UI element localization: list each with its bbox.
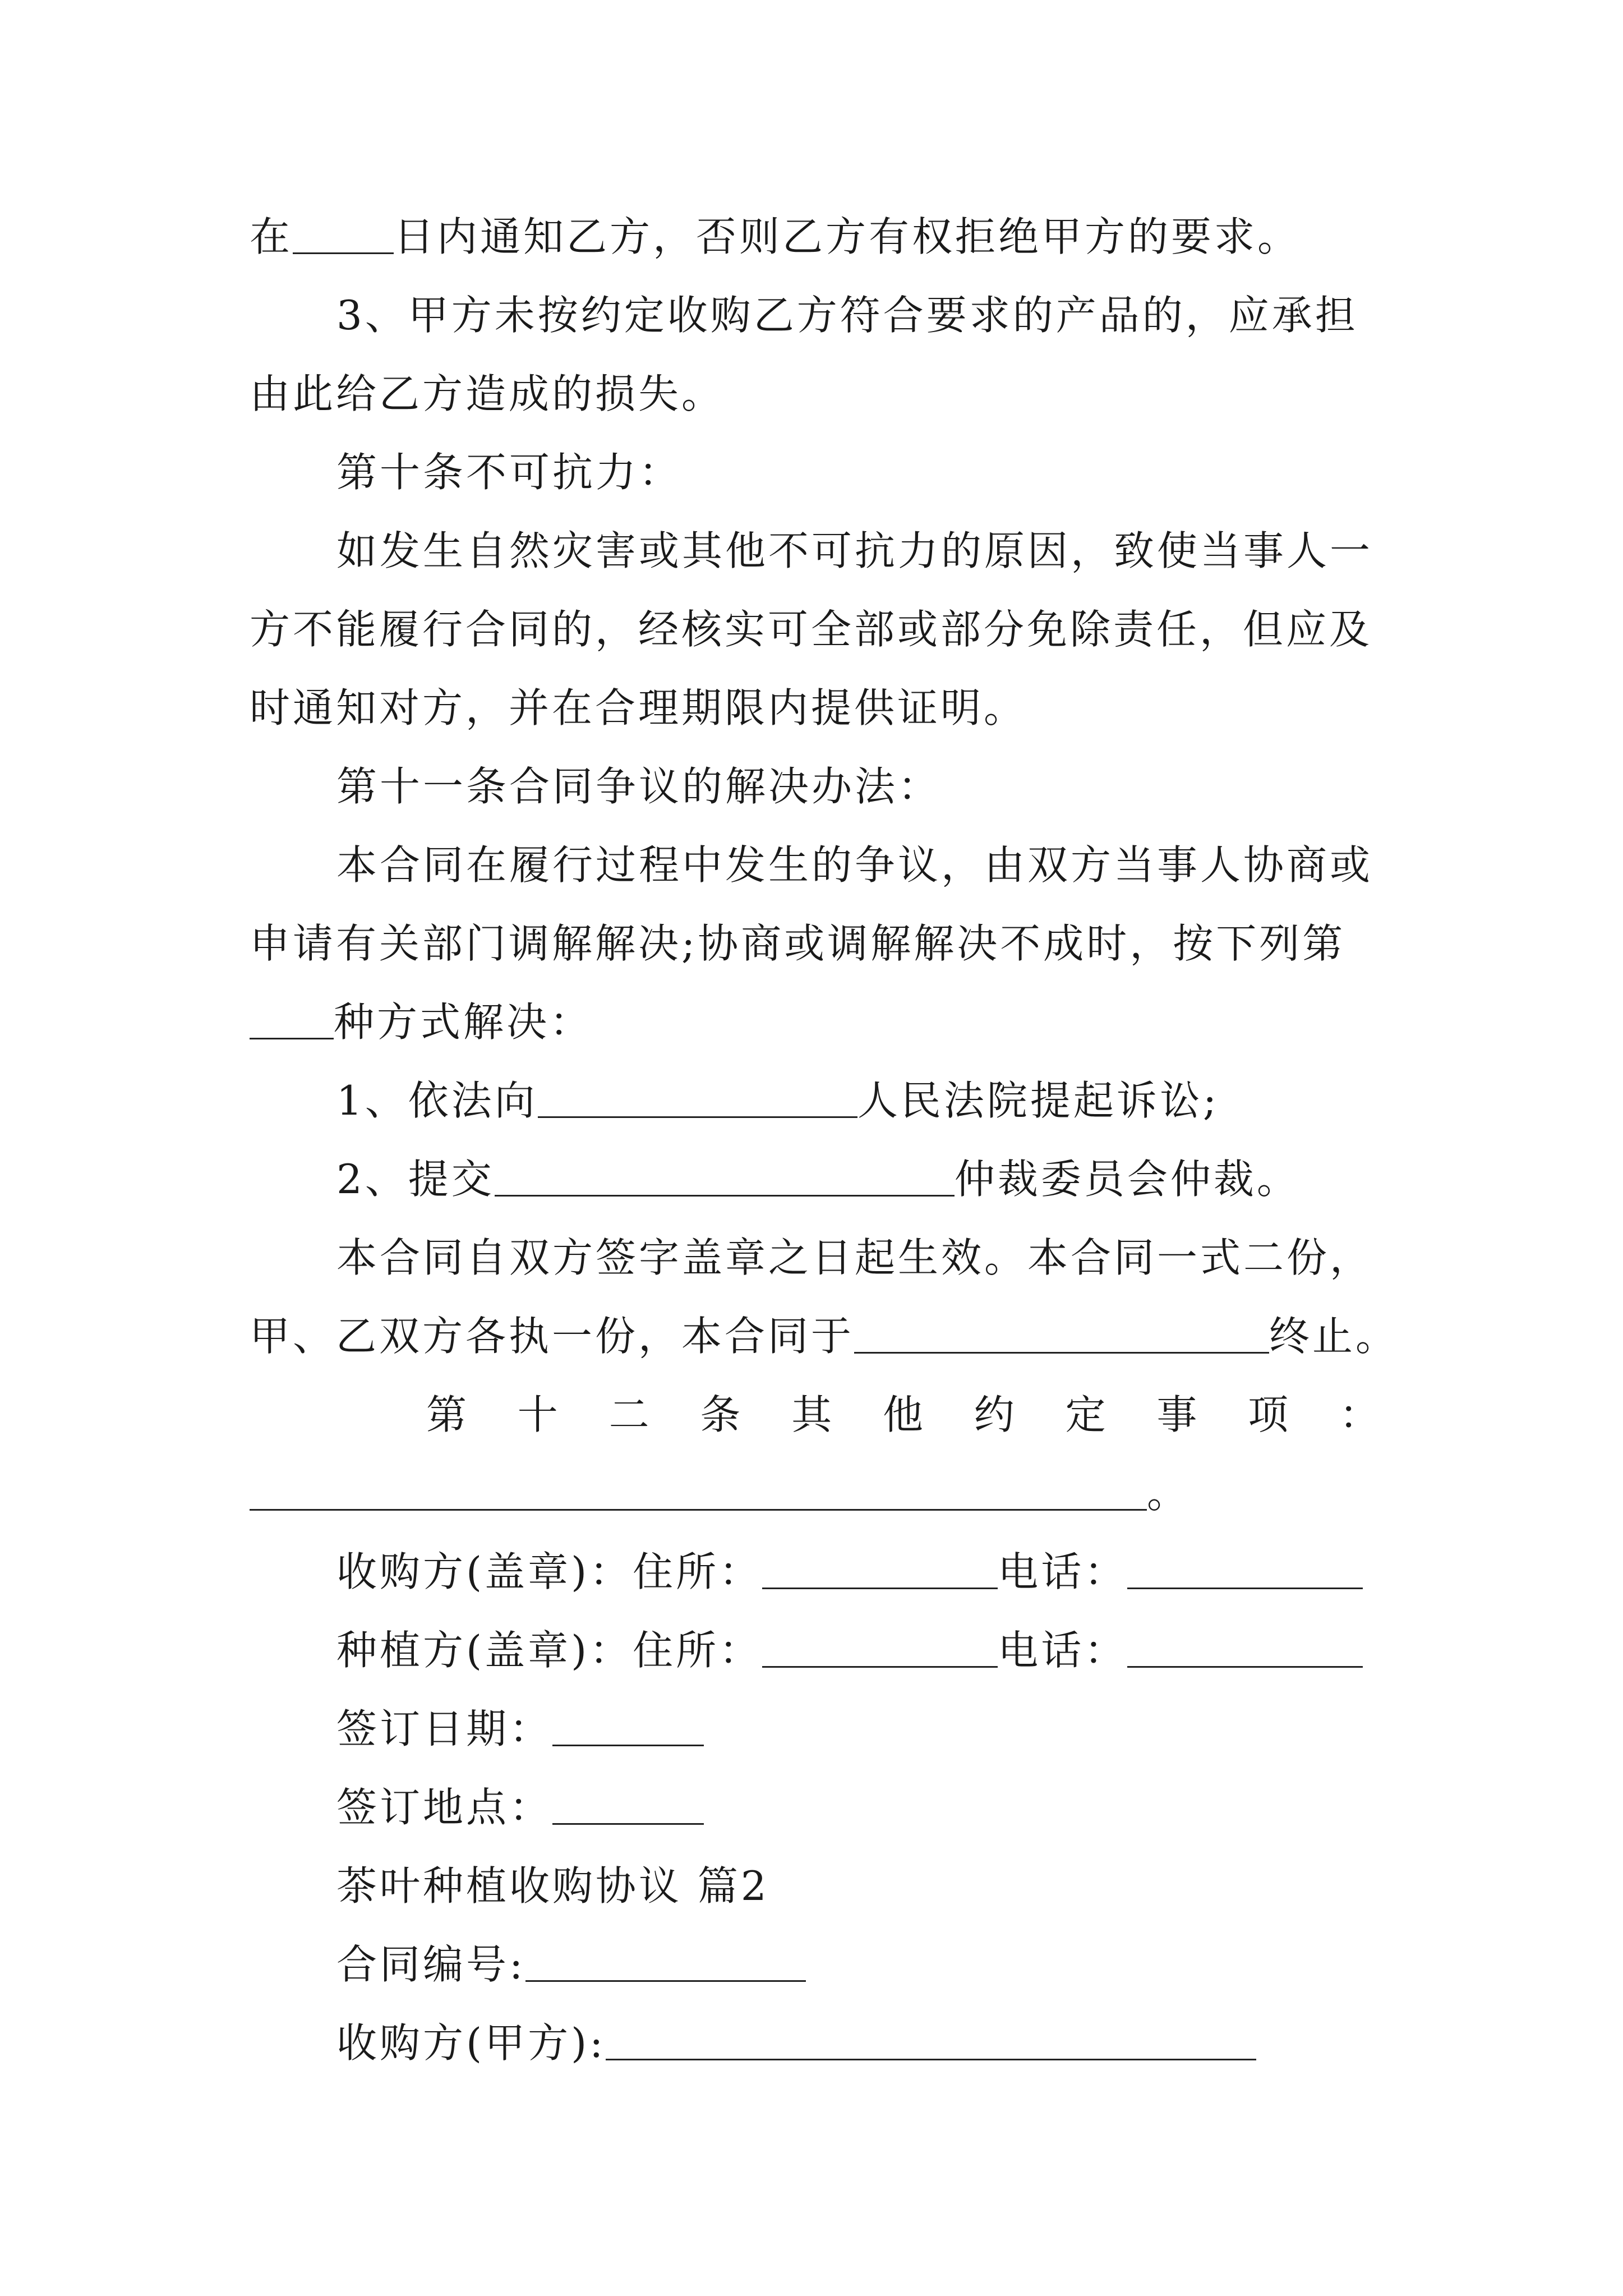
heading-char: 事 xyxy=(1156,1391,1197,1438)
fill-blank xyxy=(250,997,334,1039)
fill-blank xyxy=(1127,1626,1363,1668)
heading-char: 十 xyxy=(517,1391,558,1438)
fill-blank xyxy=(606,2018,1256,2060)
text-line: 本合同自双方签字盖章之日起生效。本合同一式二份， xyxy=(336,1234,1373,1281)
section-heading: 第十一条合同争议的解决办法： xyxy=(336,763,942,810)
fill-blank xyxy=(552,1704,704,1746)
signature-line-grower: 种植方(盖章)：住所： 电话： xyxy=(336,1611,1363,1690)
text-line: 如发生自然灾害或其他不可抗力的原因，致使当事人一 xyxy=(336,527,1373,574)
section-heading: 第十条不可抗力： xyxy=(336,449,683,496)
section-heading xyxy=(426,1375,1380,1454)
fill-blank xyxy=(762,1626,998,1668)
text-line: 种方式解决： xyxy=(250,983,593,1061)
heading-char: 他 xyxy=(882,1391,923,1438)
heading-char: 其 xyxy=(791,1391,832,1438)
fill-blank xyxy=(538,1076,857,1118)
heading-char: 第 xyxy=(426,1391,467,1438)
fill-blank xyxy=(495,1154,955,1197)
fill-blank xyxy=(762,1547,998,1589)
signing-date: 签订日期： xyxy=(336,1690,704,1768)
buyer-party: 收购方(甲方): xyxy=(336,2004,1256,2082)
text-line: 本合同在履行过程中发生的争议，由双方当事人协商或 xyxy=(336,841,1373,889)
fill-blank xyxy=(1127,1547,1363,1589)
text-line: 在 日内通知乙方，否则乙方有权拒绝甲方的要求。 xyxy=(250,213,1301,260)
text-line: 甲、乙双方各执一份，本合同于 终止。 xyxy=(250,1313,1399,1360)
text-line: 。 xyxy=(250,1454,1190,1533)
text-line: 1、依法向 人民法院提起诉讼; xyxy=(336,1077,1220,1124)
text-line: 3、甲方未按约定收购乙方符合要求的产品的，应承担 xyxy=(336,292,1358,339)
heading-char: 定 xyxy=(1065,1391,1106,1438)
signing-place: 签订地点： xyxy=(336,1768,704,1847)
heading-char: ： xyxy=(1339,1391,1380,1438)
text-line: 2、提交 仲裁委员会仲裁。 xyxy=(336,1156,1300,1203)
heading-char: 项 xyxy=(1248,1391,1289,1438)
fill-blank xyxy=(525,1940,806,1982)
fill-blank xyxy=(293,212,394,254)
signature-line-buyer: 收购方(盖章)：住所： 电话： xyxy=(336,1533,1363,1611)
text-line: 方不能履行合同的，经核实可全部或部分免除责任，但应及 xyxy=(250,606,1373,653)
contract-number: 合同编号: xyxy=(336,1925,806,2004)
text-line: 时通知对方，并在合理期限内提供证明。 xyxy=(250,684,1027,731)
heading-char: 条 xyxy=(700,1391,741,1438)
document-title: 茶叶种植收购协议 篇2 xyxy=(336,1862,769,1910)
fill-blank xyxy=(552,1783,704,1825)
text-line: 由此给乙方造成的损失。 xyxy=(250,370,725,417)
fill-blank xyxy=(854,1312,1269,1354)
heading-char: 二 xyxy=(608,1391,649,1438)
heading-char: 约 xyxy=(974,1391,1015,1438)
fill-blank xyxy=(250,1469,1147,1511)
text-line: 申请有关部门调解解决;协商或调解解决不成时，按下列第 xyxy=(250,920,1346,967)
